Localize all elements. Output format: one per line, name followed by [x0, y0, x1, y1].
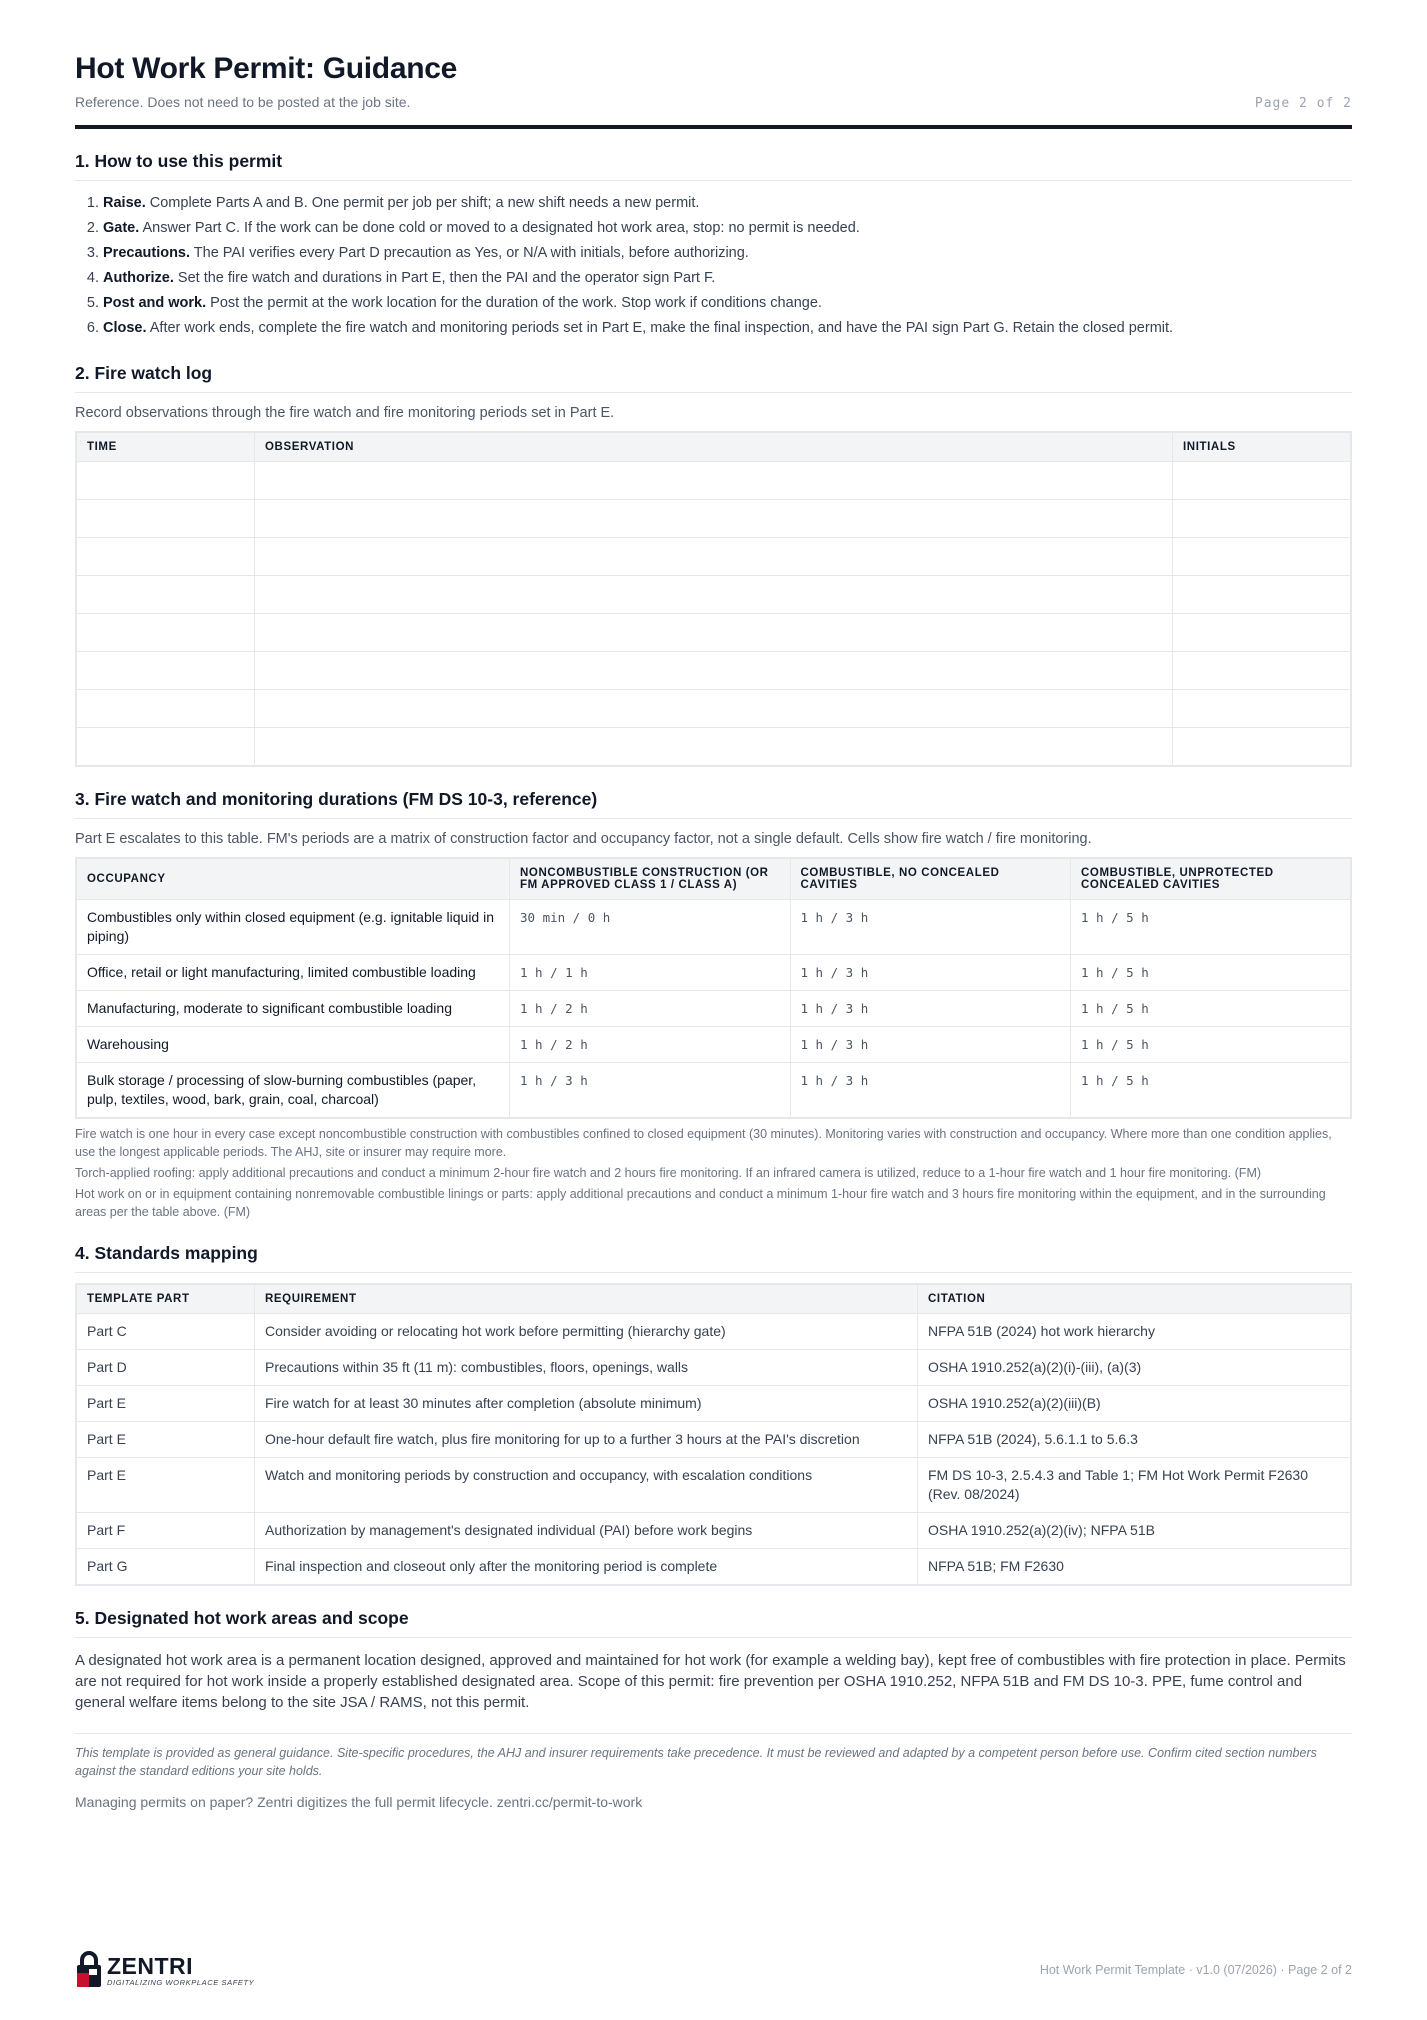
observation-cell[interactable]: [255, 728, 1173, 767]
page-subheader: [75, 94, 1352, 129]
step-lead: Close.: [103, 320, 147, 336]
list-item: [103, 216, 1352, 241]
durations-table: [75, 857, 1352, 1119]
duration-cell: 1 h / 3 h: [790, 1027, 1071, 1063]
table-row: [76, 1458, 1351, 1513]
step-text: Set the fire watch and durations in Part E, then the PAI and the operator sign Part F.: [173, 270, 716, 286]
table-row: [76, 991, 1351, 1027]
citation-cell: NFPA 51B (2024) hot work hierarchy: [918, 1314, 1352, 1350]
citation-cell: OSHA 1910.252(a)(2)(iii)(B): [918, 1386, 1352, 1422]
fire-watch-log-table: [75, 431, 1352, 767]
observation-cell[interactable]: [255, 690, 1173, 728]
initials-cell[interactable]: [1173, 614, 1352, 652]
column-header: OBSERVATION: [255, 432, 1173, 462]
time-cell[interactable]: [76, 652, 255, 690]
observation-cell[interactable]: [255, 500, 1173, 538]
duration-cell: 1 h / 3 h: [790, 991, 1071, 1027]
time-cell[interactable]: [76, 538, 255, 576]
log-row: [76, 652, 1351, 690]
section-title: 3. Fire watch and monitoring durations (FM DS 10-3, reference): [75, 789, 1352, 819]
section-designated-areas: [75, 1608, 1352, 1713]
column-header: COMBUSTIBLE, NO CONCEALED CAVITIES: [790, 858, 1071, 900]
step-text: The PAI verifies every Part D precaution as Yes, or N/A with initials, before authorizing.: [190, 245, 749, 261]
column-header: TEMPLATE PART: [76, 1284, 255, 1314]
citation-cell: OSHA 1910.252(a)(2)(iv); NFPA 51B: [918, 1513, 1352, 1549]
citation-cell: FM DS 10-3, 2.5.4.3 and Table 1; FM Hot Work Permit F2630 (Rev. 08/2024): [918, 1458, 1352, 1513]
duration-cell: 1 h / 3 h: [790, 955, 1071, 991]
log-row: [76, 614, 1351, 652]
log-row: [76, 728, 1351, 767]
requirement-cell: Fire watch for at least 30 minutes after completion (absolute minimum): [255, 1386, 918, 1422]
section-intro: Part E escalates to this table. FM's periods are a matrix of construction factor and occupancy factor, not a single default. Cells show fire watch / fire monitoring.: [75, 831, 1092, 847]
requirement-cell: Final inspection and closeout only after the monitoring period is complete: [255, 1549, 918, 1586]
padlock-logo-icon: [75, 1951, 103, 1989]
occupancy-cell: Combustibles only within closed equipment (e.g. ignitable liquid in piping): [76, 900, 510, 955]
table-row: [76, 1386, 1351, 1422]
time-cell[interactable]: [76, 500, 255, 538]
initials-cell[interactable]: [1173, 690, 1352, 728]
section-how-to-use: [75, 151, 1352, 341]
step-text: Complete Parts A and B. One permit per job per shift; a new shift needs a new permit.: [145, 195, 700, 211]
column-header: TIME: [76, 432, 255, 462]
requirement-cell: Authorization by management's designated individual (PAI) before work begins: [255, 1513, 918, 1549]
section-title: 1. How to use this permit: [75, 151, 1352, 181]
log-row: [76, 576, 1351, 614]
time-cell[interactable]: [76, 614, 255, 652]
standards-table: [75, 1283, 1352, 1586]
log-row: [76, 500, 1351, 538]
part-cell: Part E: [76, 1422, 255, 1458]
page-footer: [75, 1948, 1352, 1992]
duration-cell: 1 h / 2 h: [510, 991, 791, 1027]
log-row: [76, 690, 1351, 728]
column-header: OCCUPANCY: [76, 858, 510, 900]
log-row: [76, 462, 1351, 500]
zentri-logo: [75, 1951, 254, 1989]
list-item: [103, 191, 1352, 216]
table-row: [76, 900, 1351, 955]
citation-cell: NFPA 51B (2024), 5.6.1.1 to 5.6.3: [918, 1422, 1352, 1458]
citation-cell: NFPA 51B; FM F2630: [918, 1549, 1352, 1586]
logo-tagline: DIGITALIZING WORKPLACE SAFETY: [107, 1977, 255, 1987]
initials-cell[interactable]: [1173, 576, 1352, 614]
duration-cell: 1 h / 2 h: [510, 1027, 791, 1063]
section-title: 4. Standards mapping: [75, 1243, 1352, 1273]
list-item: [103, 316, 1352, 341]
table-row: [76, 1350, 1351, 1386]
step-lead: Precautions.: [103, 245, 191, 261]
table-row: [76, 1549, 1351, 1586]
footer-version: Hot Work Permit Template · v1.0 (07/2026) · Page 2 of 2: [1039, 1963, 1352, 1977]
duration-cell: 1 h / 3 h: [790, 900, 1071, 955]
step-text: Post the permit at the work location for the duration of the work. Stop work if conditions change.: [206, 295, 822, 311]
part-cell: Part D: [76, 1350, 255, 1386]
table-row: [76, 1063, 1351, 1119]
observation-cell[interactable]: [255, 576, 1173, 614]
note: Hot work on or in equipment containing nonremovable combustible linings or parts: apply additional precautions and conduct a minimum 1-hour fire watch and 3 hours fire monitoring within the equipment, and in the surrounding areas per the table above. (FM): [75, 1187, 1326, 1219]
section-title: 2. Fire watch log: [75, 363, 1352, 393]
page-content: [75, 52, 1352, 1810]
promo-link[interactable]: Managing permits on paper? Zentri digitizes the full permit lifecycle. zentri.cc/permit-to-work: [75, 1794, 643, 1810]
occupancy-cell: Warehousing: [76, 1027, 510, 1063]
page-title: Hot Work Permit: Guidance: [75, 52, 458, 85]
time-cell[interactable]: [76, 728, 255, 767]
step-lead: Post and work.: [103, 295, 207, 311]
section-intro: Record observations through the fire watch and fire monitoring periods set in Part E.: [75, 405, 615, 421]
initials-cell[interactable]: [1173, 728, 1352, 767]
column-header: COMBUSTIBLE, UNPROTECTED CONCEALED CAVITIES: [1071, 858, 1352, 900]
duration-cell: 1 h / 5 h: [1071, 1027, 1352, 1063]
column-header: REQUIREMENT: [255, 1284, 918, 1314]
page-subtitle: Reference. Does not need to be posted at the job site.: [75, 94, 411, 110]
part-cell: Part G: [76, 1549, 255, 1586]
part-cell: Part F: [76, 1513, 255, 1549]
step-lead: Authorize.: [103, 270, 174, 286]
list-item: [103, 291, 1352, 316]
initials-cell[interactable]: [1173, 462, 1352, 500]
requirement-cell: One-hour default fire watch, plus fire monitoring for up to a further 3 hours at the PAI's discretion: [255, 1422, 918, 1458]
requirement-cell: Precautions within 35 ft (11 m): combustibles, floors, openings, walls: [255, 1350, 918, 1386]
page-number: Page 2 of 2: [1254, 96, 1352, 111]
step-text: Answer Part C. If the work can be done cold or moved to a designated hot work area, stop: no permit is needed.: [139, 220, 860, 236]
list-item: [103, 241, 1352, 266]
list-item: [103, 266, 1352, 291]
section-fire-watch-log: [75, 363, 1352, 767]
part-cell: Part E: [76, 1386, 255, 1422]
disclaimer: This template is provided as general guidance. Site-specific procedures, the AHJ and insurer requirements take precedence. It must be reviewed and adapted by a competent person before use. Confirm cited section numbers against the standard editions your site holds.: [75, 1733, 1352, 1780]
occupancy-cell: Bulk storage / processing of slow-burning combustibles (paper, pulp, textiles, wood, bark, grain, coal, charcoal): [76, 1063, 510, 1119]
scope-text: A designated hot work area is a permanent location designed, approved and maintained for hot work (for example a welding bay), kept free of combustibles with fire protection in place. Permits are not required for hot work inside a properly established designated area. Scope of this permit: fire prevention per OSHA 1910.252, NFPA 51B and FM DS 10-3. PPE, fume control and general welfare items belong to the site JSA / RAMS, not this permit.: [75, 1652, 1346, 1711]
section-standards-mapping: [75, 1243, 1352, 1586]
time-cell[interactable]: [76, 690, 255, 728]
occupancy-cell: Manufacturing, moderate to significant combustible loading: [76, 991, 510, 1027]
section-title: 5. Designated hot work areas and scope: [75, 1608, 1352, 1638]
duration-cell: 1 h / 3 h: [790, 1063, 1071, 1119]
logo-name: ZENTRI: [107, 1952, 194, 1979]
observation-cell[interactable]: [255, 652, 1173, 690]
part-cell: Part E: [76, 1458, 255, 1513]
observation-cell[interactable]: [255, 538, 1173, 576]
initials-cell[interactable]: [1173, 500, 1352, 538]
table-row: [76, 1422, 1351, 1458]
initials-cell[interactable]: [1173, 652, 1352, 690]
duration-cell: 1 h / 3 h: [510, 1063, 791, 1119]
log-rows: [76, 462, 1351, 767]
duration-cell: 30 min / 0 h: [510, 900, 791, 955]
occupancy-cell: Office, retail or light manufacturing, limited combustible loading: [76, 955, 510, 991]
table-row: [76, 1314, 1351, 1350]
citation-cell: OSHA 1910.252(a)(2)(i)-(iii), (a)(3): [918, 1350, 1352, 1386]
duration-cell: 1 h / 5 h: [1071, 900, 1352, 955]
note: Fire watch is one hour in every case except noncombustible construction with combustibles confined to closed equipment (30 minutes). Monitoring varies with construction and occupancy. Where more than one condition applies, use the longest applicable periods. The AHJ, site or insurer may require more.: [75, 1127, 1332, 1159]
column-header: CITATION: [918, 1284, 1352, 1314]
time-cell[interactable]: [76, 576, 255, 614]
observation-cell[interactable]: [255, 614, 1173, 652]
table-row: [76, 1027, 1351, 1063]
column-header: INITIALS: [1173, 432, 1352, 462]
requirement-cell: Consider avoiding or relocating hot work before permitting (hierarchy gate): [255, 1314, 918, 1350]
duration-cell: 1 h / 5 h: [1071, 1063, 1352, 1119]
log-row: [76, 538, 1351, 576]
step-text: After work ends, complete the fire watch and monitoring periods set in Part E, make the final inspection, and have the PAI sign Part G. Retain the closed permit.: [146, 320, 1174, 336]
observation-cell[interactable]: [255, 462, 1173, 500]
steps-list: [75, 191, 1352, 341]
step-lead: Gate.: [103, 220, 140, 236]
requirement-cell: Watch and monitoring periods by construction and occupancy, with escalation conditions: [255, 1458, 918, 1513]
duration-cell: 1 h / 1 h: [510, 955, 791, 991]
initials-cell[interactable]: [1173, 538, 1352, 576]
part-cell: Part C: [76, 1314, 255, 1350]
table-row: [76, 955, 1351, 991]
time-cell[interactable]: [76, 462, 255, 500]
duration-cell: 1 h / 5 h: [1071, 955, 1352, 991]
duration-cell: 1 h / 5 h: [1071, 991, 1352, 1027]
durations-notes: [75, 1125, 1352, 1221]
column-header: NONCOMBUSTIBLE CONSTRUCTION (OR FM APPROVED CLASS 1 / CLASS A): [510, 858, 791, 900]
section-durations: [75, 789, 1352, 1221]
note: Torch-applied roofing: apply additional precautions and conduct a minimum 2-hour fire watch and 2 hours fire monitoring. If an infrared camera is utilized, reduce to a 1-hour fire watch and 1 hour fire monitoring. (FM): [75, 1166, 1262, 1180]
table-row: [76, 1513, 1351, 1549]
step-lead: Raise.: [103, 195, 146, 211]
